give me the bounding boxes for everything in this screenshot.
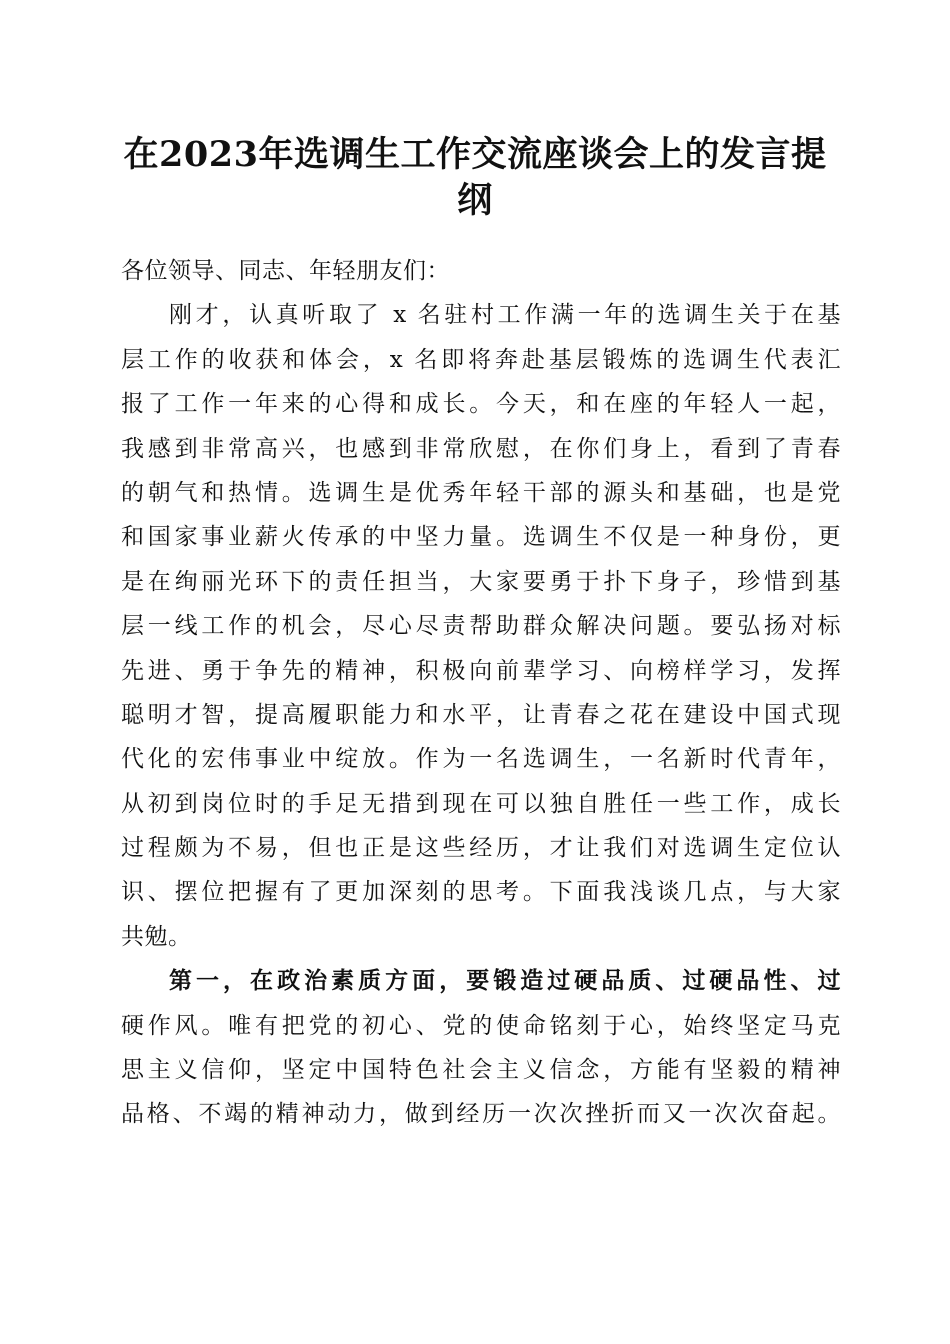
paragraph-line: 共勉。 [121,923,192,950]
paragraph-line: 我感到非常高兴，也感到非常欣慰，在你们身上，看到了青春 [121,435,841,462]
paragraph-line: 报了工作一年来的心得和成长。今天，和在座的年轻人一起， [121,391,841,418]
paragraph-line: 和国家事业薪火传承的中坚力量。选调生不仅是一种身份，更 [121,524,841,551]
paragraph-line: 从初到岗位时的手足无措到现在可以独自胜任一些工作，成长 [121,790,841,817]
paragraph-line: 刚才，认真听取了 x 名驻村工作满一年的选调生关于在基 [169,302,841,329]
paragraph-line: 过程颇为不易，但也正是这些经历，才让我们对选调生定位认 [121,835,841,862]
paragraph-line: 的朝气和热情。选调生是优秀年轻干部的源头和基础，也是党 [121,479,841,506]
paragraph-line: 硬作风。唯有把党的初心、党的使命铭刻于心，始终坚定马克 [121,1012,841,1039]
document-body [121,249,841,1137]
paragraph-2 [121,959,841,1137]
salutation: 各位领导、同志、年轻朋友们： [121,258,450,284]
paragraph-line: 聪明才智，提高履职能力和水平，让青春之花在建设中国式现 [121,701,841,728]
paragraph-line: 代化的宏伟事业中绽放。作为一名选调生，一名新时代青年， [121,746,841,773]
paragraph-line: 思主义信仰，坚定中国特色社会主义信念，方能有坚毅的精神 [121,1057,841,1084]
title-line-1: 在2023年选调生工作交流座谈会上的发言提 [123,134,827,175]
title-line-2: 纲 [457,180,493,221]
paragraph-line: 先进、勇于争先的精神，积极向前辈学习、向榜样学习，发挥 [121,657,841,684]
document-title [110,132,840,224]
paragraph-line: 识、摆位把握有了更加深刻的思考。下面我浅谈几点，与大家 [121,879,841,906]
section-heading-line: 第一，在政治素质方面，要锻造过硬品质、过硬品性、过 [169,967,841,995]
paragraph-line: 品格、不竭的精神动力，做到经历一次次挫折而又一次次奋起。 [121,1101,841,1128]
paragraph-line: 层工作的收获和体会，x 名即将奔赴基层锻炼的选调生代表汇 [121,346,841,373]
paragraph-line: 是在绚丽光环下的责任担当，大家要勇于扑下身子，珍惜到基 [121,568,841,595]
paragraph-line: 层一线工作的机会，尽心尽责帮助群众解决问题。要弘扬对标 [121,613,841,640]
paragraph-1 [121,293,841,959]
